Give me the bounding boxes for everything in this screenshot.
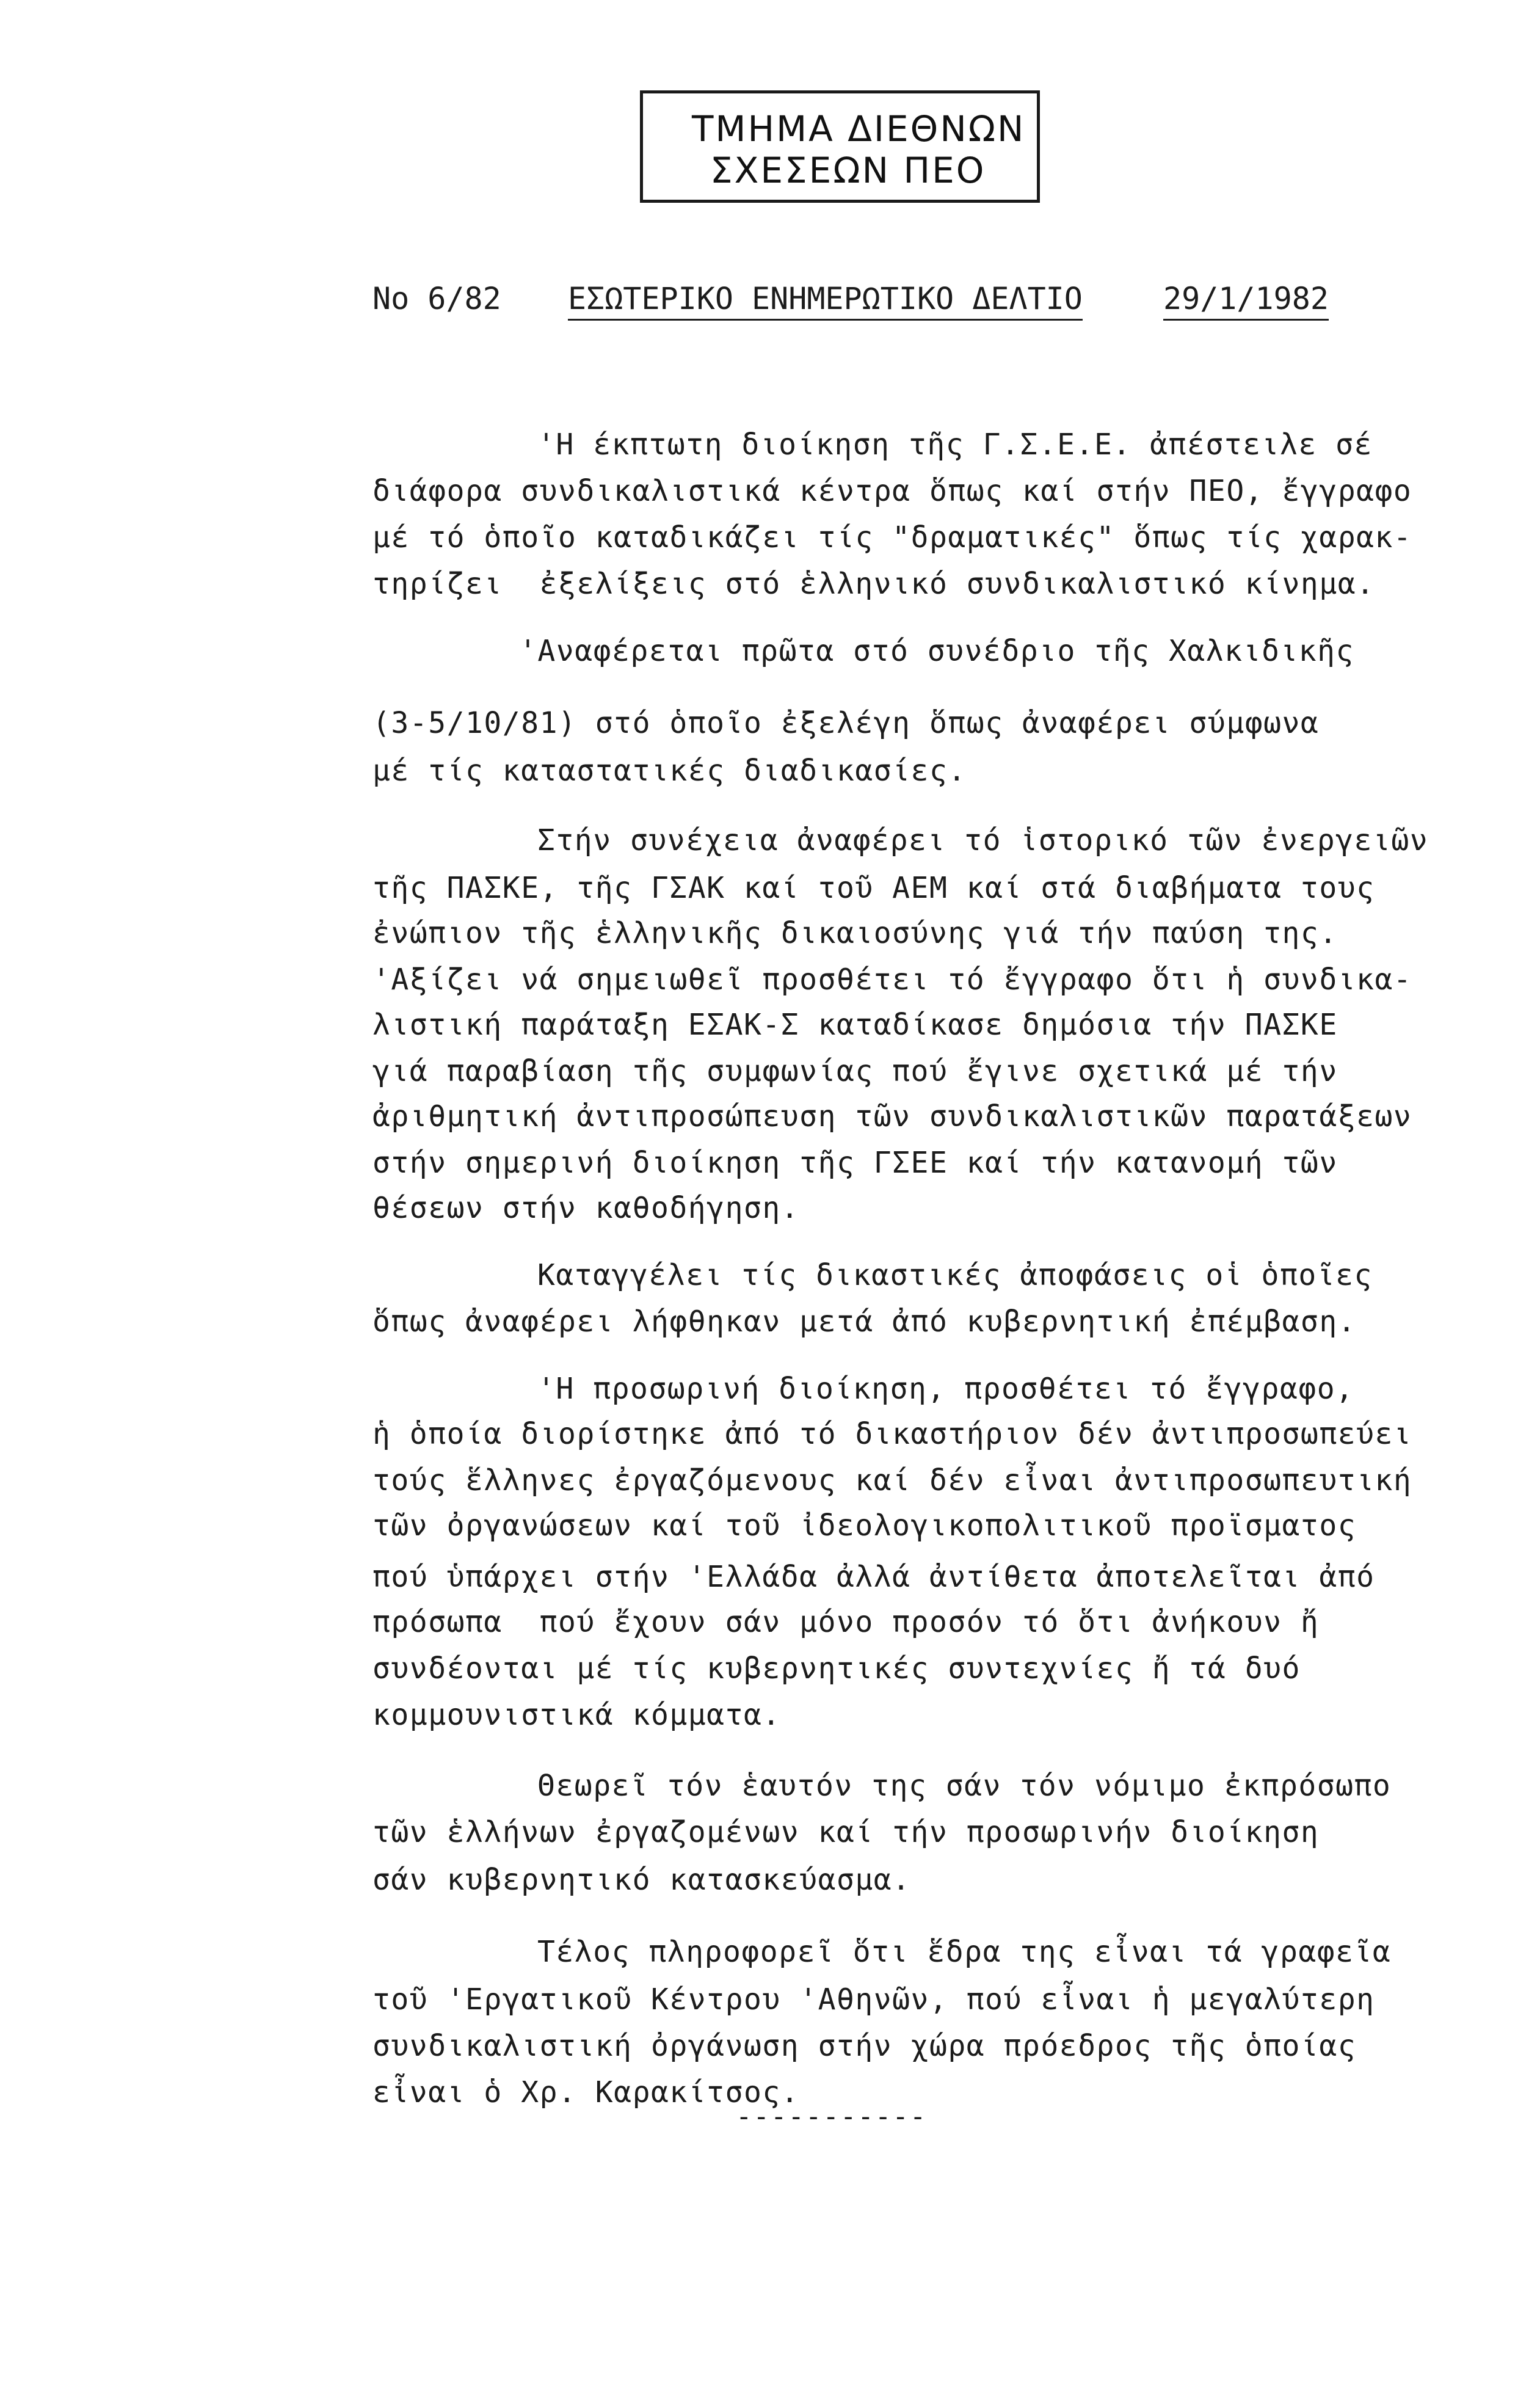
text-line: (3-5/10/81) στό ὁποῖο ἐξελέγη ὅπως ἀναφέρει σύμφωνα (372, 706, 1320, 740)
end-rule: ----------- (736, 2101, 928, 2132)
text-line: ὅπως ἀναφέρει λήφθηκαν μετά ἀπό κυβερνητική ἐπέμβαση. (372, 1305, 1357, 1339)
text-line: ἀριθμητική ἀντιπροσώπευση τῶν συνδικαλιστικῶν παρατάξεων (372, 1099, 1412, 1134)
text-line: τηρίζει ἐξελίξεις στό ἑλληνικό συνδικαλιστικό κίνημα. (372, 567, 1375, 601)
text-line: σάν κυβερνητικό κατασκεύασμα. (372, 1863, 911, 1897)
text-line: τοῦ 'Εργατικοῦ Κέντρου 'Αθηνῶν, πού εἶναι ἡ μεγαλύτερη (372, 1982, 1375, 2017)
text-line: 'Αξίζει νά σημειωθεῖ προσθέτει τό ἔγγραφο ὅτι ἡ συνδικα- (372, 963, 1412, 997)
text-line: τῶν ἑλλήνων ἐργαζομένων καί τήν προσωρινήν διοίκηση (372, 1815, 1320, 1849)
text-line: τούς ἕλληνες ἐργαζόμενους καί δέν εἶναι ἀντιπροσωπευτική (372, 1463, 1412, 1498)
department-stamp (640, 90, 1040, 203)
text-line: 'Η προσωρινή διοίκηση, προσθέτει τό ἔγγραφο, (537, 1372, 1354, 1406)
text-line: Καταγγέλει τίς δικαστικές ἀποφάσεις οἱ ὁποῖες (537, 1258, 1373, 1292)
text-line: στήν σημερινή διοίκηση τῆς ΓΣΕΕ καί τήν κατανομή τῶν (372, 1146, 1338, 1180)
text-line: ἡ ὁποία διορίστηκε ἀπό τό δικαστήριον δέν ἀντιπροσωπεύει (372, 1417, 1412, 1451)
text-line: διάφορα συνδικαλιστικά κέντρα ὅπως καί στήν ΠΕΟ, ἔγγραφο (372, 474, 1412, 508)
text-line: πού ὑπάρχει στήν 'Ελλάδα ἀλλά ἀντίθετα ἀποτελεῖται ἀπό (372, 1560, 1375, 1594)
text-line: συνδέονται μέ τίς κυβερνητικές συντεχνίες ἤ τά δυό (372, 1651, 1301, 1686)
text-line: μέ τό ὁποῖο καταδικάζει τίς "δραματικές" ὅπως τίς χαρακ- (372, 520, 1412, 555)
text-line: Τέλος πληροφορεῖ ὅτι ἕδρα της εἶναι τά γραφεῖα (537, 1935, 1392, 1969)
text-line: ἐνώπιον τῆς ἑλληνικῆς δικαιοσύνης γιά τήν παύση της. (372, 916, 1338, 950)
text-line: πρόσωπα πού ἔχουν σάν μόνο προσόν τό ὅτι ἀνήκουν ἤ (372, 1605, 1320, 1639)
text-line: γιά παραβίαση τῆς συμφωνίας πού ἔγινε σχετικά μέ τήν (372, 1054, 1338, 1088)
text-line: Θεωρεῖ τόν ἑαυτόν της σάν τόν νόμιμο ἐκπρόσωπο (537, 1769, 1392, 1803)
text-line: μέ τίς καταστατικές διαδικασίες. (372, 754, 967, 788)
text-line: τῶν ὀργανώσεων καί τοῦ ἰδεολογικοπολιτικοῦ προϊσματος (372, 1508, 1357, 1543)
text-line: 'Η έκπτωτη διοίκηση τῆς Γ.Σ.Ε.Ε. ἀπέστειλε σέ (537, 428, 1373, 462)
stamp-line-2: ΣΧΕΣΕΩΝ ΠΕΟ (710, 150, 986, 191)
text-line: τῆς ΠΑΣΚΕ, τῆς ΓΣΑΚ καί τοῦ ΑΕΜ καί στά διαβήματα τους (372, 871, 1375, 905)
document-title: ΕΣΩΤΕΡΙΚΟ ΕΝΗΜΕΡΩΤΙΚΟ ΔΕΛΤΙΟ (568, 281, 1083, 321)
text-line: θέσεων στήν καθοδήγηση. (372, 1191, 800, 1225)
text-line: εἶναι ὁ Χρ. Καρακίτσος. (372, 2075, 800, 2109)
text-line: κομμουνιστικά κόμματα. (372, 1698, 781, 1732)
stamp-line-1: ΤΜΗΜΑ ΔΙΕΘΝΩΝ (692, 108, 1026, 150)
text-line: 'Αναφέρεται πρῶτα στό συνέδριο τῆς Χαλκιδικῆς (519, 634, 1354, 668)
text-line: συνδικαλιστική ὀργάνωση στήν χώρα πρόεδρος τῆς ὁποίας (372, 2029, 1357, 2063)
text-line: λιστική παράταξη ΕΣΑΚ-Σ καταδίκασε δημόσια τήν ΠΑΣΚΕ (372, 1008, 1338, 1042)
document-header (372, 281, 1356, 330)
text-line: Στήν συνέχεια ἀναφέρει τό ἱστορικό τῶν ἐνεργειῶν (537, 823, 1429, 857)
document-date: 29/1/1982 (1163, 281, 1329, 321)
document-number: No 6/82 (372, 281, 501, 316)
